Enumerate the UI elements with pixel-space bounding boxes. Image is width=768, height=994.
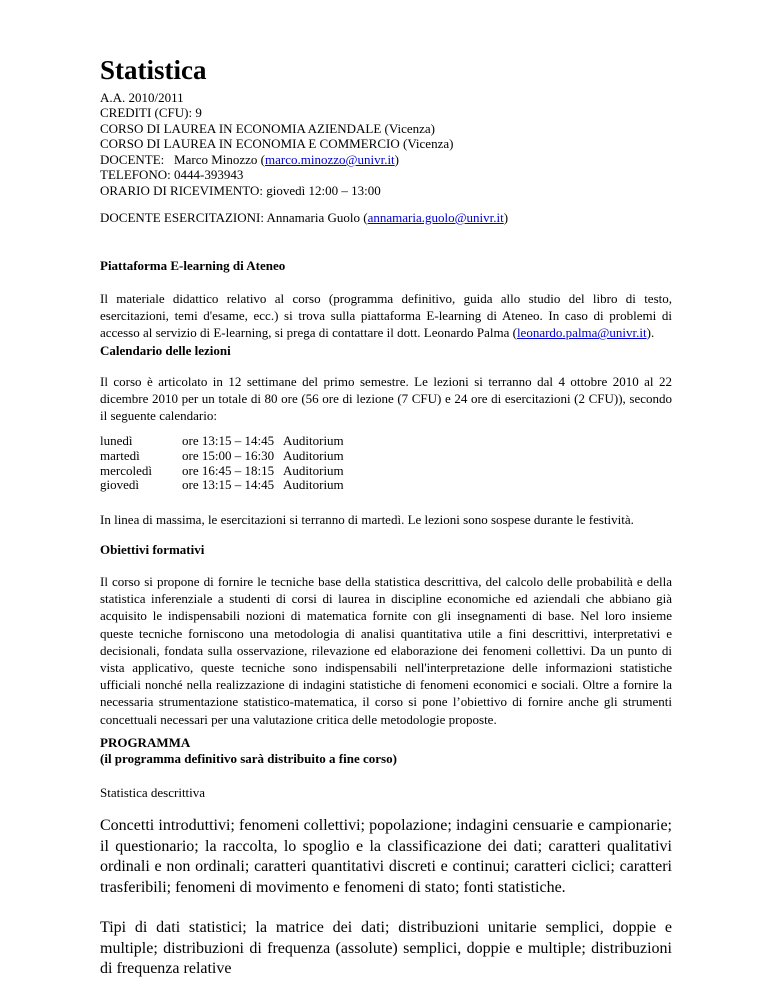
calendar-note: In linea di massima, le esercitazioni si terranno di martedì. Le lezioni sono sospese durante le festività. xyxy=(100,512,634,527)
teacher-info xyxy=(100,152,399,198)
exercise-teacher-email-link[interactable]: annamaria.guolo@univr.it xyxy=(367,210,504,225)
schedule-room: Auditorium xyxy=(283,477,344,493)
schedule-day: martedì xyxy=(100,447,140,463)
schedule-day: giovedì xyxy=(100,477,139,493)
office-hours: ORARIO DI RICEVIMENTO: giovedì 12:00 – 13:00 xyxy=(100,182,381,198)
teacher-close: ) xyxy=(394,152,400,167)
schedule-time: ore 13:15 – 14:45 xyxy=(182,433,275,448)
schedule-row xyxy=(100,434,344,449)
calendar-heading: Calendario delle lezioni xyxy=(100,343,231,358)
elearning-heading: Piattaforma E-learning di Ateneo xyxy=(100,258,286,273)
objectives-heading: Obiettivi formativi xyxy=(100,542,205,557)
schedule-row xyxy=(100,449,344,464)
teacher-email-link[interactable]: marco.minozzo@univr.it xyxy=(265,152,395,167)
schedule-time: ore 13:15 – 14:45 xyxy=(182,477,275,493)
program-paragraph-1: Concetti introduttivi; fenomeni collettivi; popolazione; indagini censuarie e campionarie; il questionario; la raccolta, lo spoglio e la classificazione dei dati; caratteri qualitativi ordinali e non ordinali; caratteri quantitativi discreti e continui; caratteri ciclici; caratteri trasferibili; fenomeni di movimento e fenomeni di stato; fonti statistiche. xyxy=(100,817,672,896)
teacher-name: Marco Minozzo ( xyxy=(174,152,265,167)
degree-course-1: CORSO DI LAUREA IN ECONOMIA AZIENDALE (Vicenza) xyxy=(100,120,436,136)
teacher-label: DOCENTE: xyxy=(100,152,165,167)
schedule-day: lunedì xyxy=(100,433,133,448)
program-heading: PROGRAMMA xyxy=(100,735,191,750)
schedule-room: Auditorium xyxy=(283,462,344,478)
course-info xyxy=(100,90,453,152)
schedule-row xyxy=(100,464,344,479)
elearning-email-link[interactable]: leonardo.palma@univr.it xyxy=(516,325,647,341)
schedule-time: ore 15:00 – 16:30 xyxy=(182,447,275,463)
program-section-title: Statistica descrittiva xyxy=(100,785,206,800)
page-title: Statistica xyxy=(100,55,207,85)
elearning-text: Il materiale didattico relativo al corso (programma definitivo, guida allo studio del libro di testo, esercitazioni, temi d'esame, ecc.) si trova sulla piattaforma E-learning di Ateneo. In caso di problemi di accesso al servizio di E-learning, si prega di contattare il dott. Leonardo Palma ( xyxy=(100,291,672,341)
schedule-day: mercoledì xyxy=(100,462,152,478)
elearning-close: ). xyxy=(646,325,655,341)
schedule-table xyxy=(100,434,344,493)
schedule-time: ore 16:45 – 18:15 xyxy=(182,462,275,478)
program-subheading: (il programma definitivo sarà distribuito a fine corso) xyxy=(100,751,397,766)
degree-course-2: CORSO DI LAUREA IN ECONOMIA E COMMERCIO (Vicenza) xyxy=(100,136,454,152)
elearning-paragraph xyxy=(100,290,672,342)
exercise-teacher-line xyxy=(100,210,508,225)
objectives-paragraph: Il corso si propone di fornire le tecniche base della statistica descrittiva, del calcolo delle probabilità e della statistica inferenziale a studenti di corsi di laurea in discipline economiche ed aziendali che abbiano già acquisito le indispensabili nozioni di matematica fornite con gli insegnamenti di base. Nel loro insieme queste tecniche forniscono una metodologia di analisi quantitativa utile a fini descrittivi, interpretativi e decisionali, fondata sulla osservazione, rilevazione ed elaborazione dei fenomeni collettivi. Da un punto di vista applicativo, queste tecniche sono indispensabili nell'interpretazione delle informazioni statistiche ufficiali nonché nella realizzazione di indagini statistiche di fenomeni economici e sociali. Oltre a fornire la necessaria strumentazione statistico-matematica, il corso si pone l’obiettivo di fornire anche gli strumenti concettuali necessari per una valutazione critica delle metodologie proposte. xyxy=(100,574,672,727)
exercise-teacher-close: ) xyxy=(503,210,509,225)
phone: TELEFONO: 0444-393943 xyxy=(100,167,244,183)
teacher-line xyxy=(100,152,399,167)
schedule-row xyxy=(100,478,344,493)
exercise-teacher-label: DOCENTE ESERCITAZIONI: Annamaria Guolo ( xyxy=(100,210,368,225)
credits: CREDITI (CFU): 9 xyxy=(100,105,202,121)
schedule-room: Auditorium xyxy=(283,433,344,448)
schedule-room: Auditorium xyxy=(283,447,344,463)
program-paragraph-2: Tipi di dati statistici; la matrice dei dati; distribuzioni unitarie semplici, doppie e multiple; distribuzioni di frequenza (assolute) semplici, doppie e multiple; distribuzioni di frequenza relative xyxy=(100,919,672,977)
calendar-paragraph: Il corso è articolato in 12 settimane del primo semestre. Le lezioni si terranno dal 4 ottobre 2010 al 22 dicembre 2010 per un totale di 80 ore (56 ore di lezione (7 CFU) e 24 ore di esercitazioni (2 CFU)), secondo il seguente calendario: xyxy=(100,374,672,424)
academic-year: A.A. 2010/2011 xyxy=(100,90,184,105)
